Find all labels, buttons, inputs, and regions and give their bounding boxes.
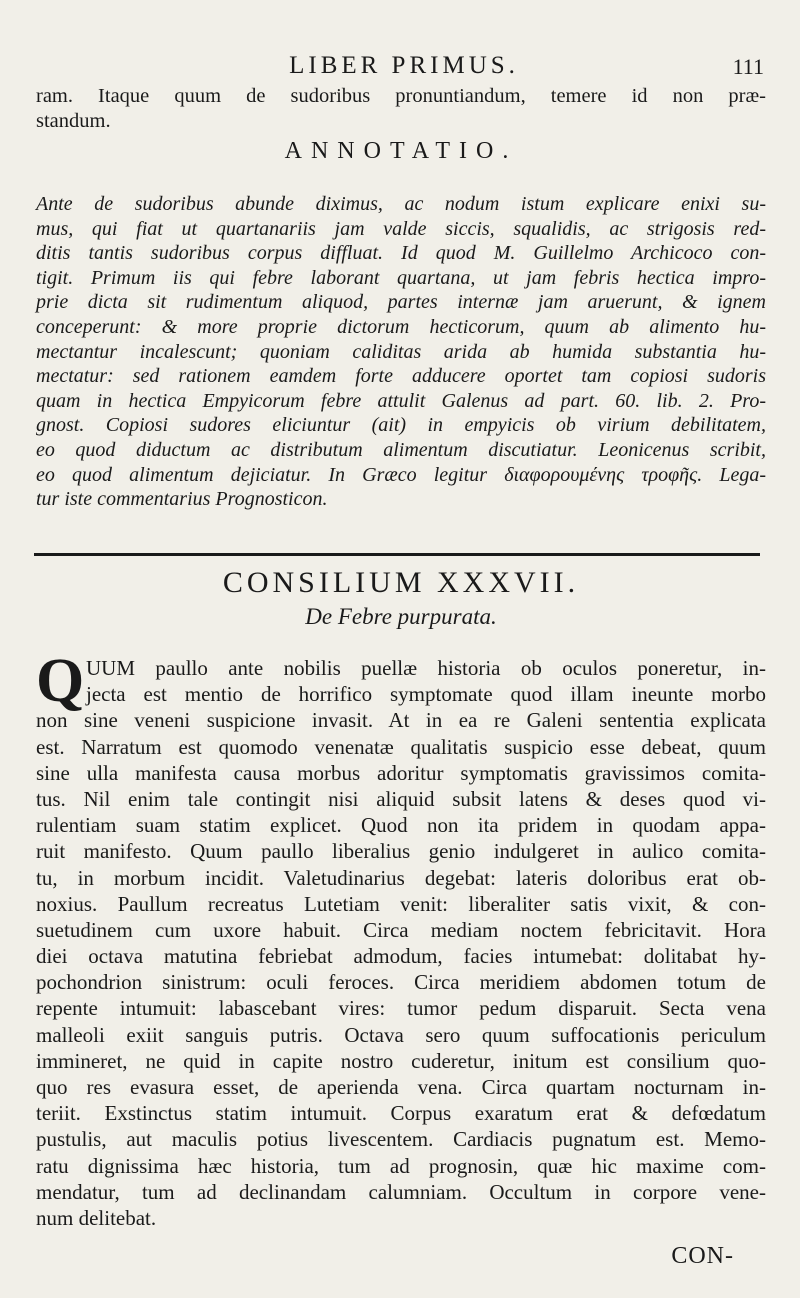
text-line: noxius. Paullum recreatus Lutetiam venit: liberaliter satis vixit, & con- bbox=[36, 891, 766, 916]
text-line: repente intumuit: labascebant vires: tumor pedum disparuit. Secta vena bbox=[36, 996, 766, 1021]
text-line: mectatur: sed rationem eamdem forte adducere oportet tam copiosi sudoris bbox=[36, 365, 766, 388]
text-line: ditis tantis sudoribus corpus diffluat. Id quod M. Guillelmo Archicoco con- bbox=[36, 242, 766, 265]
text-line: eo quod diductum ac distributum alimentum discutiatur. Leonicenus scribit, bbox=[36, 438, 766, 461]
text-line: ratu dignissima hæc historia, tum ad prognosin, quæ hic maxime com- bbox=[36, 1153, 766, 1178]
text-line: num delitebat. bbox=[36, 1205, 157, 1230]
text-line: gnost. Copiosi sudores eliciuntur (ait) in empyicis ob virium debilitatem, bbox=[36, 414, 766, 437]
text-line: pustulis, aut maculis potius livescentem. Cardiacis pugnatum est. Memo- bbox=[36, 1127, 766, 1152]
text-line: tigit. Primum iis qui febre laborant quartana, ut jam febris hectica impro- bbox=[36, 266, 766, 289]
running-title: LIBER PRIMUS. bbox=[289, 52, 519, 79]
text-line: ram. Itaque quum de sudoribus pronuntiandum, temere id non præ- bbox=[36, 85, 766, 107]
text-line: suetudinem cum uxore habuit. Circa mediam noctem febricitavit. Hora bbox=[36, 917, 766, 942]
consilium-title: CONSILIUM XXXVII. bbox=[222, 566, 580, 599]
text-line: mectantur incalescunt; quoniam caliditas arida ab humida substantia hu- bbox=[36, 340, 766, 363]
annotatio-paragraph bbox=[36, 192, 766, 512]
text-line: teriit. Exstinctus statim intumuit. Corpus exaratum erat & defœdatum bbox=[36, 1101, 766, 1126]
text-line: standum. bbox=[36, 109, 111, 132]
prelude-paragraph bbox=[36, 84, 766, 133]
text-line: tur iste commentarius Prognosticon. bbox=[36, 488, 328, 511]
page-header bbox=[36, 52, 772, 88]
text-line: tu, in morbum incidit. Valetudinarius degebat: lateris doloribus erat ob- bbox=[36, 865, 766, 890]
text-line: jecta est mentio de horrifico symptomate quod illam ineunte morbo bbox=[86, 682, 766, 707]
text-line: rulentiam suam statim explicet. Quod non ita pridem in quodam appa- bbox=[36, 813, 766, 838]
text-line: non sine veneni suspicione invasit. At in ea re Galeni sententia explicata bbox=[36, 708, 766, 733]
text-line: mus, qui fiat ut quartanariis jam valde siccis, squalidis, ac strigosis red- bbox=[36, 217, 766, 240]
consilium-paragraph bbox=[36, 655, 766, 1231]
text-line: mendatur, tum ad declinandam calumniam. Occultum in corpore vene- bbox=[36, 1179, 766, 1204]
text-line: immineret, ne quid in capite nostro cuderetur, initum est consilium quo- bbox=[36, 1048, 766, 1073]
annotatio-heading: ANNOTATIO. bbox=[284, 138, 518, 164]
text-line: UUM paullo ante nobilis puellæ historia ob oculos poneretur, in- bbox=[86, 656, 766, 680]
text-line: Ante de sudoribus abunde diximus, ac nodum istum explicare enixi su- bbox=[36, 193, 766, 215]
text-line: quo res evasura esset, de aperienda vena. Circa quartam nocturnam in- bbox=[36, 1075, 766, 1099]
text-line: est. Narratum est quomodo venenatæ qualitatis suspicio esse debeat, quum bbox=[36, 734, 766, 759]
consilium-subtitle: De Febre purpurata. bbox=[305, 604, 497, 629]
catchword: CON- bbox=[671, 1243, 734, 1269]
section-divider bbox=[34, 553, 760, 556]
text-line: malleoli exiit sanguis putris. Octava sero quum suffocationis periculum bbox=[36, 1022, 766, 1047]
text-line: diei octava matutina febriebat admodum, facies intumebat: dolitabat hy- bbox=[36, 944, 766, 969]
text-line: prie dicta sit rudimentum aliquod, partes internæ jam aruerunt, & ignem bbox=[36, 291, 766, 314]
text-line: pochondrion sinistrum: oculi feroces. Circa meridiem abdomen totum de bbox=[36, 970, 766, 995]
text-line: eo quod alimentum dejiciatur. In Græco legitur διαφορουμένης τροφῆς. Lega- bbox=[36, 463, 766, 486]
text-line: conceperunt: & more proprie dictorum hecticorum, quum ab alimento hu- bbox=[36, 315, 766, 338]
text-line: tus. Nil enim tale contingit nisi aliquid subsit latens & deses quod vi- bbox=[36, 786, 766, 811]
text-line: quam in hectica Empyicorum febre attulit Galenus ad part. 60. lib. 2. Pro- bbox=[36, 389, 766, 412]
drop-cap: Q bbox=[36, 647, 85, 715]
text-line: ruit manifesto. Quum paullo liberalius genio indulgeret in aulico comita- bbox=[36, 839, 766, 864]
text-line: sine ulla manifesta causa morbus adoritur symptomatis gravissimos comita- bbox=[36, 760, 766, 785]
page-number: 111 bbox=[732, 54, 764, 79]
